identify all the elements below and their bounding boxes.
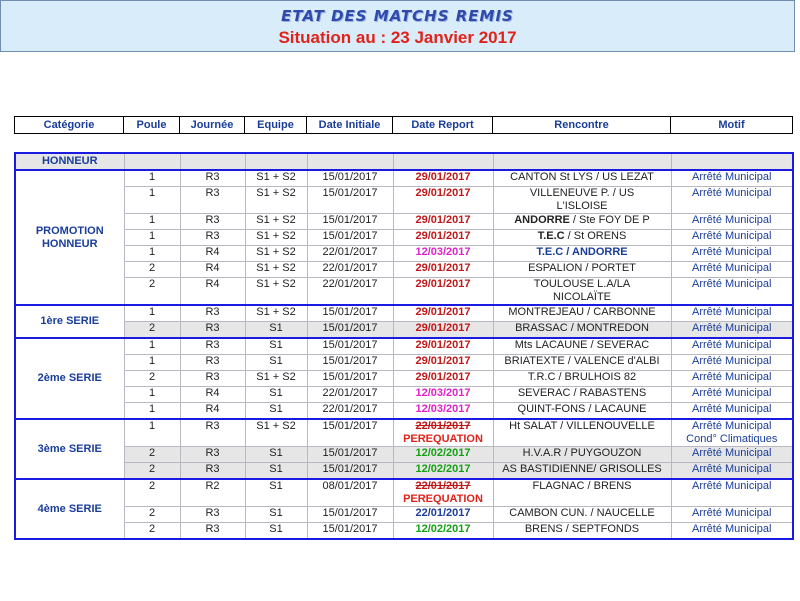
motif-cell [671,403,793,420]
poule-cell: 1 [124,170,180,187]
equipe-cell: S1 [245,447,307,463]
journee-cell: R3 [180,419,245,447]
header-journee: Journée [180,117,245,134]
journee-cell: R3 [180,463,245,480]
journee-cell: R4 [180,262,245,278]
date-report-cell [393,447,493,463]
motif-cell [671,419,793,447]
rencontre-cell: ANDORRE / Ste FOY DE P [493,214,671,230]
empty-cell [393,153,493,170]
date-report-cell [393,187,493,214]
motif-value: Arrêté Municipal [692,214,772,226]
date-initiale-cell: 08/01/2017 [307,479,393,507]
motif-cell [671,278,793,306]
motif-value: Arrêté Municipal [692,262,772,274]
poule-cell: 2 [124,507,180,523]
date-initiale-cell: 15/01/2017 [307,447,393,463]
table-row [15,479,793,507]
date-report-value: 29/01/2017 [415,214,471,226]
motif-value: Arrêté Municipal [692,278,772,290]
date-report-cell [393,246,493,262]
motif-cell [671,187,793,214]
equipe-cell: S1 [245,322,307,339]
date-report-cell [393,338,493,355]
date-report-value: 29/01/2017 [415,171,471,183]
date-report-value: 22/01/2017 [415,507,471,519]
motif-value: Arrêté Municipal [692,523,772,535]
date-report-value: 12/02/2017 [415,447,471,459]
date-report-value: 12/02/2017 [415,463,471,475]
journee-cell: R3 [180,214,245,230]
document-title: ETAT DES MATCHS REMIS [281,7,514,25]
date-report-value: 29/01/2017 [415,230,471,242]
journee-cell: R3 [180,447,245,463]
motif-cell [671,387,793,403]
date-initiale-cell: 15/01/2017 [307,305,393,322]
header-date-report: Date Report [393,117,493,134]
date-initiale-cell: 22/01/2017 [307,387,393,403]
table-row [15,262,793,278]
category-cell: PROMOTION HONNEUR [15,170,124,305]
date-initiale-cell: 22/01/2017 [307,278,393,306]
rencontre-cell: AS BASTIDIENNE/ GRISOLLES [493,463,671,480]
rencontre-line: TOULOUSE L.A/LA [533,278,631,290]
journee-cell: R3 [180,170,245,187]
motif-value: Arrêté Municipal [692,171,772,183]
empty-cell [245,153,307,170]
header-equipe: Equipe [245,117,307,134]
date-initiale-cell: 15/01/2017 [307,419,393,447]
poule-cell: 1 [124,230,180,246]
motif-cell [671,246,793,262]
equipe-cell: S1 [245,479,307,507]
journee-cell: R4 [180,387,245,403]
rencontre-cell: T.E.C / St ORENS [493,230,671,246]
journee-cell: R4 [180,278,245,306]
rencontre-cell: SEVERAC / RABASTENS [493,387,671,403]
table-row [15,170,793,187]
journee-cell: R3 [180,507,245,523]
date-report-cell [393,403,493,420]
date-report-value: 22/01/2017 [415,420,471,432]
table-row [15,419,793,447]
table-row [15,246,793,262]
motif-value: Arrêté Municipal [692,230,772,242]
team-bold: ANDORRE [514,214,570,226]
date-report-cell [393,305,493,322]
header-categorie: Catégorie [15,117,124,134]
rencontre-cell: T.R.C / BRULHOIS 82 [493,371,671,387]
equipe-cell: S1 [245,507,307,523]
motif-cell [671,507,793,523]
motif-cell [671,262,793,278]
table-row [15,322,793,339]
date-initiale-cell: 15/01/2017 [307,187,393,214]
journee-cell: R3 [180,371,245,387]
poule-cell: 2 [124,371,180,387]
motif-cell [671,305,793,322]
empty-cell [671,153,793,170]
date-report-cell [393,387,493,403]
equipe-cell: S1 [245,403,307,420]
table-row [15,187,793,214]
motif-cell [671,170,793,187]
motif-value: Arrêté Municipal [692,403,772,415]
category-cell: 1ère SERIE [15,305,124,338]
equipe-cell: S1 + S2 [245,278,307,306]
rencontre-cell: Mts LACAUNE / SEVERAC [493,338,671,355]
category-cell: HONNEUR [15,153,124,170]
equipe-cell: S1 + S2 [245,230,307,246]
journee-cell: R3 [180,338,245,355]
date-report-value: 12/03/2017 [415,246,471,258]
table-row [15,230,793,246]
date-report-value: 29/01/2017 [415,187,471,199]
date-report-value: 22/01/2017 [415,480,471,492]
date-report-cell [393,278,493,306]
poule-cell: 1 [124,305,180,322]
motif-cell [671,447,793,463]
date-report-cell [393,479,493,507]
date-report-value: 12/02/2017 [415,523,471,535]
motif-cell [671,479,793,507]
poule-cell: 1 [124,187,180,214]
equipe-cell: S1 + S2 [245,262,307,278]
poule-cell: 2 [124,262,180,278]
date-initiale-cell: 15/01/2017 [307,355,393,371]
motif-value: Arrêté Municipal [692,480,772,492]
column-header-table [14,116,793,134]
rencontre-cell: T.E.C / ANDORRE [493,246,671,262]
date-initiale-cell: 15/01/2017 [307,507,393,523]
motif-value: Arrêté Municipal [692,339,772,351]
poule-cell: 2 [124,322,180,339]
rencontre-cell: BRENS / SEPTFONDS [493,523,671,540]
rencontre-cell: FLAGNAC / BRENS [493,479,671,507]
equipe-cell: S1 [245,387,307,403]
matches-table [14,152,794,540]
poule-cell: 2 [124,278,180,306]
date-initiale-cell: 15/01/2017 [307,230,393,246]
poule-cell: 2 [124,463,180,480]
rencontre-cell: CANTON St LYS / US LEZAT [493,170,671,187]
date-initiale-cell: 15/01/2017 [307,338,393,355]
equipe-cell: S1 + S2 [245,305,307,322]
category-cell: 4ème SERIE [15,479,124,539]
date-report-value: 12/03/2017 [415,387,471,399]
matches-table-body [15,153,793,539]
equipe-cell: S1 [245,355,307,371]
rencontre-cell: CAMBON CUN. / NAUCELLE [493,507,671,523]
date-report-value: 29/01/2017 [415,306,471,318]
rencontre-cell: H.V.A.R / PUYGOUZON [493,447,671,463]
rencontre-cell: BRIATEXTE / VALENCE d'ALBI [493,355,671,371]
motif-cell [671,355,793,371]
perequation-note: PEREQUATION [403,433,483,445]
perequation-note: PEREQUATION [403,493,483,505]
rencontre-cell [493,278,671,306]
date-report-cell [393,463,493,480]
team-bold: T.E.C [537,230,565,242]
rencontre-cell: QUINT-FONS / LACAUNE [493,403,671,420]
motif-cell [671,230,793,246]
header-poule: Poule [124,117,180,134]
poule-cell: 1 [124,387,180,403]
date-report-cell [393,523,493,540]
table-row [15,153,793,170]
date-initiale-cell: 22/01/2017 [307,246,393,262]
rencontre-cell: BRASSAC / MONTREDON [493,322,671,339]
table-row [15,355,793,371]
date-initiale-cell: 15/01/2017 [307,371,393,387]
title-banner [0,0,795,52]
header-date-initiale: Date Initiale [307,117,393,134]
date-report-cell [393,214,493,230]
motif-value: Arrêté Municipal [692,246,772,258]
motif-value: Arrêté Municipal [692,306,772,318]
date-report-value: 29/01/2017 [415,339,471,351]
rencontre-line: L'ISLOISE [556,200,608,212]
equipe-cell: S1 + S2 [245,371,307,387]
table-row [15,463,793,480]
table-row [15,338,793,355]
table-row [15,523,793,540]
journee-cell: R4 [180,246,245,262]
journee-cell: R4 [180,403,245,420]
table-row [15,447,793,463]
date-report-value: 29/01/2017 [415,355,471,367]
date-initiale-cell: 22/01/2017 [307,403,393,420]
equipe-cell: S1 [245,523,307,540]
poule-cell: 1 [124,246,180,262]
poule-cell: 2 [124,447,180,463]
rencontre-line: VILLENEUVE P. / US [529,187,635,199]
journee-cell: R3 [180,322,245,339]
empty-cell [124,153,180,170]
equipe-cell: S1 + S2 [245,187,307,214]
journee-cell: R2 [180,479,245,507]
motif-cell [671,523,793,540]
equipe-cell: S1 [245,338,307,355]
poule-cell: 1 [124,419,180,447]
category-cell: 2ème SERIE [15,338,124,419]
date-report-value: 29/01/2017 [415,371,471,383]
date-initiale-cell: 15/01/2017 [307,214,393,230]
date-initiale-cell: 15/01/2017 [307,523,393,540]
table-row [15,371,793,387]
date-report-cell [393,230,493,246]
motif-cell [671,338,793,355]
journee-cell: R3 [180,523,245,540]
equipe-cell: S1 + S2 [245,214,307,230]
motif-cell [671,463,793,480]
rencontre-cell: ESPALION / PORTET [493,262,671,278]
date-initiale-cell: 15/01/2017 [307,170,393,187]
date-report-cell [393,371,493,387]
date-report-cell [393,322,493,339]
table-row [15,403,793,420]
date-initiale-cell: 15/01/2017 [307,322,393,339]
table-row [15,507,793,523]
journee-cell: R3 [180,187,245,214]
motif-value: Arrêté Municipal [692,420,772,432]
poule-cell: 1 [124,214,180,230]
journee-cell: R3 [180,305,245,322]
poule-cell: 2 [124,479,180,507]
equipe-cell: S1 + S2 [245,246,307,262]
motif-secondary: Cond° Climatiques [686,433,778,445]
table-row [15,214,793,230]
poule-cell: 1 [124,403,180,420]
motif-cell [671,371,793,387]
journee-cell: R3 [180,230,245,246]
motif-value: Arrêté Municipal [692,387,772,399]
rencontre-cell: Ht SALAT / VILLENOUVELLE [493,419,671,447]
empty-cell [180,153,245,170]
table-row [15,305,793,322]
motif-value: Arrêté Municipal [692,355,772,367]
rencontre-line: NICOLAÏTE [552,291,612,303]
table-row [15,278,793,306]
table-row [15,387,793,403]
header-rencontre: Rencontre [493,117,671,134]
date-report-cell [393,170,493,187]
equipe-cell: S1 + S2 [245,419,307,447]
poule-cell: 1 [124,338,180,355]
empty-cell [493,153,671,170]
equipe-cell: S1 + S2 [245,170,307,187]
motif-value: Arrêté Municipal [692,463,772,475]
motif-value: Arrêté Municipal [692,507,772,519]
date-report-value: 12/03/2017 [415,403,471,415]
motif-value: Arrêté Municipal [692,322,772,334]
motif-value: Arrêté Municipal [692,187,772,199]
poule-cell: 2 [124,523,180,540]
poule-cell: 1 [124,355,180,371]
date-report-value: 29/01/2017 [415,322,471,334]
date-report-value: 29/01/2017 [415,262,471,274]
document-subtitle: Situation au : 23 Janvier 2017 [278,28,517,47]
motif-cell [671,322,793,339]
date-report-value: 29/01/2017 [415,278,471,290]
motif-value: Arrêté Municipal [692,447,772,459]
date-report-cell [393,262,493,278]
motif-value: Arrêté Municipal [692,371,772,383]
motif-cell [671,214,793,230]
date-report-cell [393,355,493,371]
rencontre-cell: MONTREJEAU / CARBONNE [493,305,671,322]
date-initiale-cell: 22/01/2017 [307,262,393,278]
header-motif: Motif [671,117,793,134]
date-report-cell [393,419,493,447]
equipe-cell: S1 [245,463,307,480]
rencontre-cell [493,187,671,214]
category-cell: 3ème SERIE [15,419,124,479]
empty-cell [307,153,393,170]
date-initiale-cell: 15/01/2017 [307,463,393,480]
date-report-cell [393,507,493,523]
journee-cell: R3 [180,355,245,371]
